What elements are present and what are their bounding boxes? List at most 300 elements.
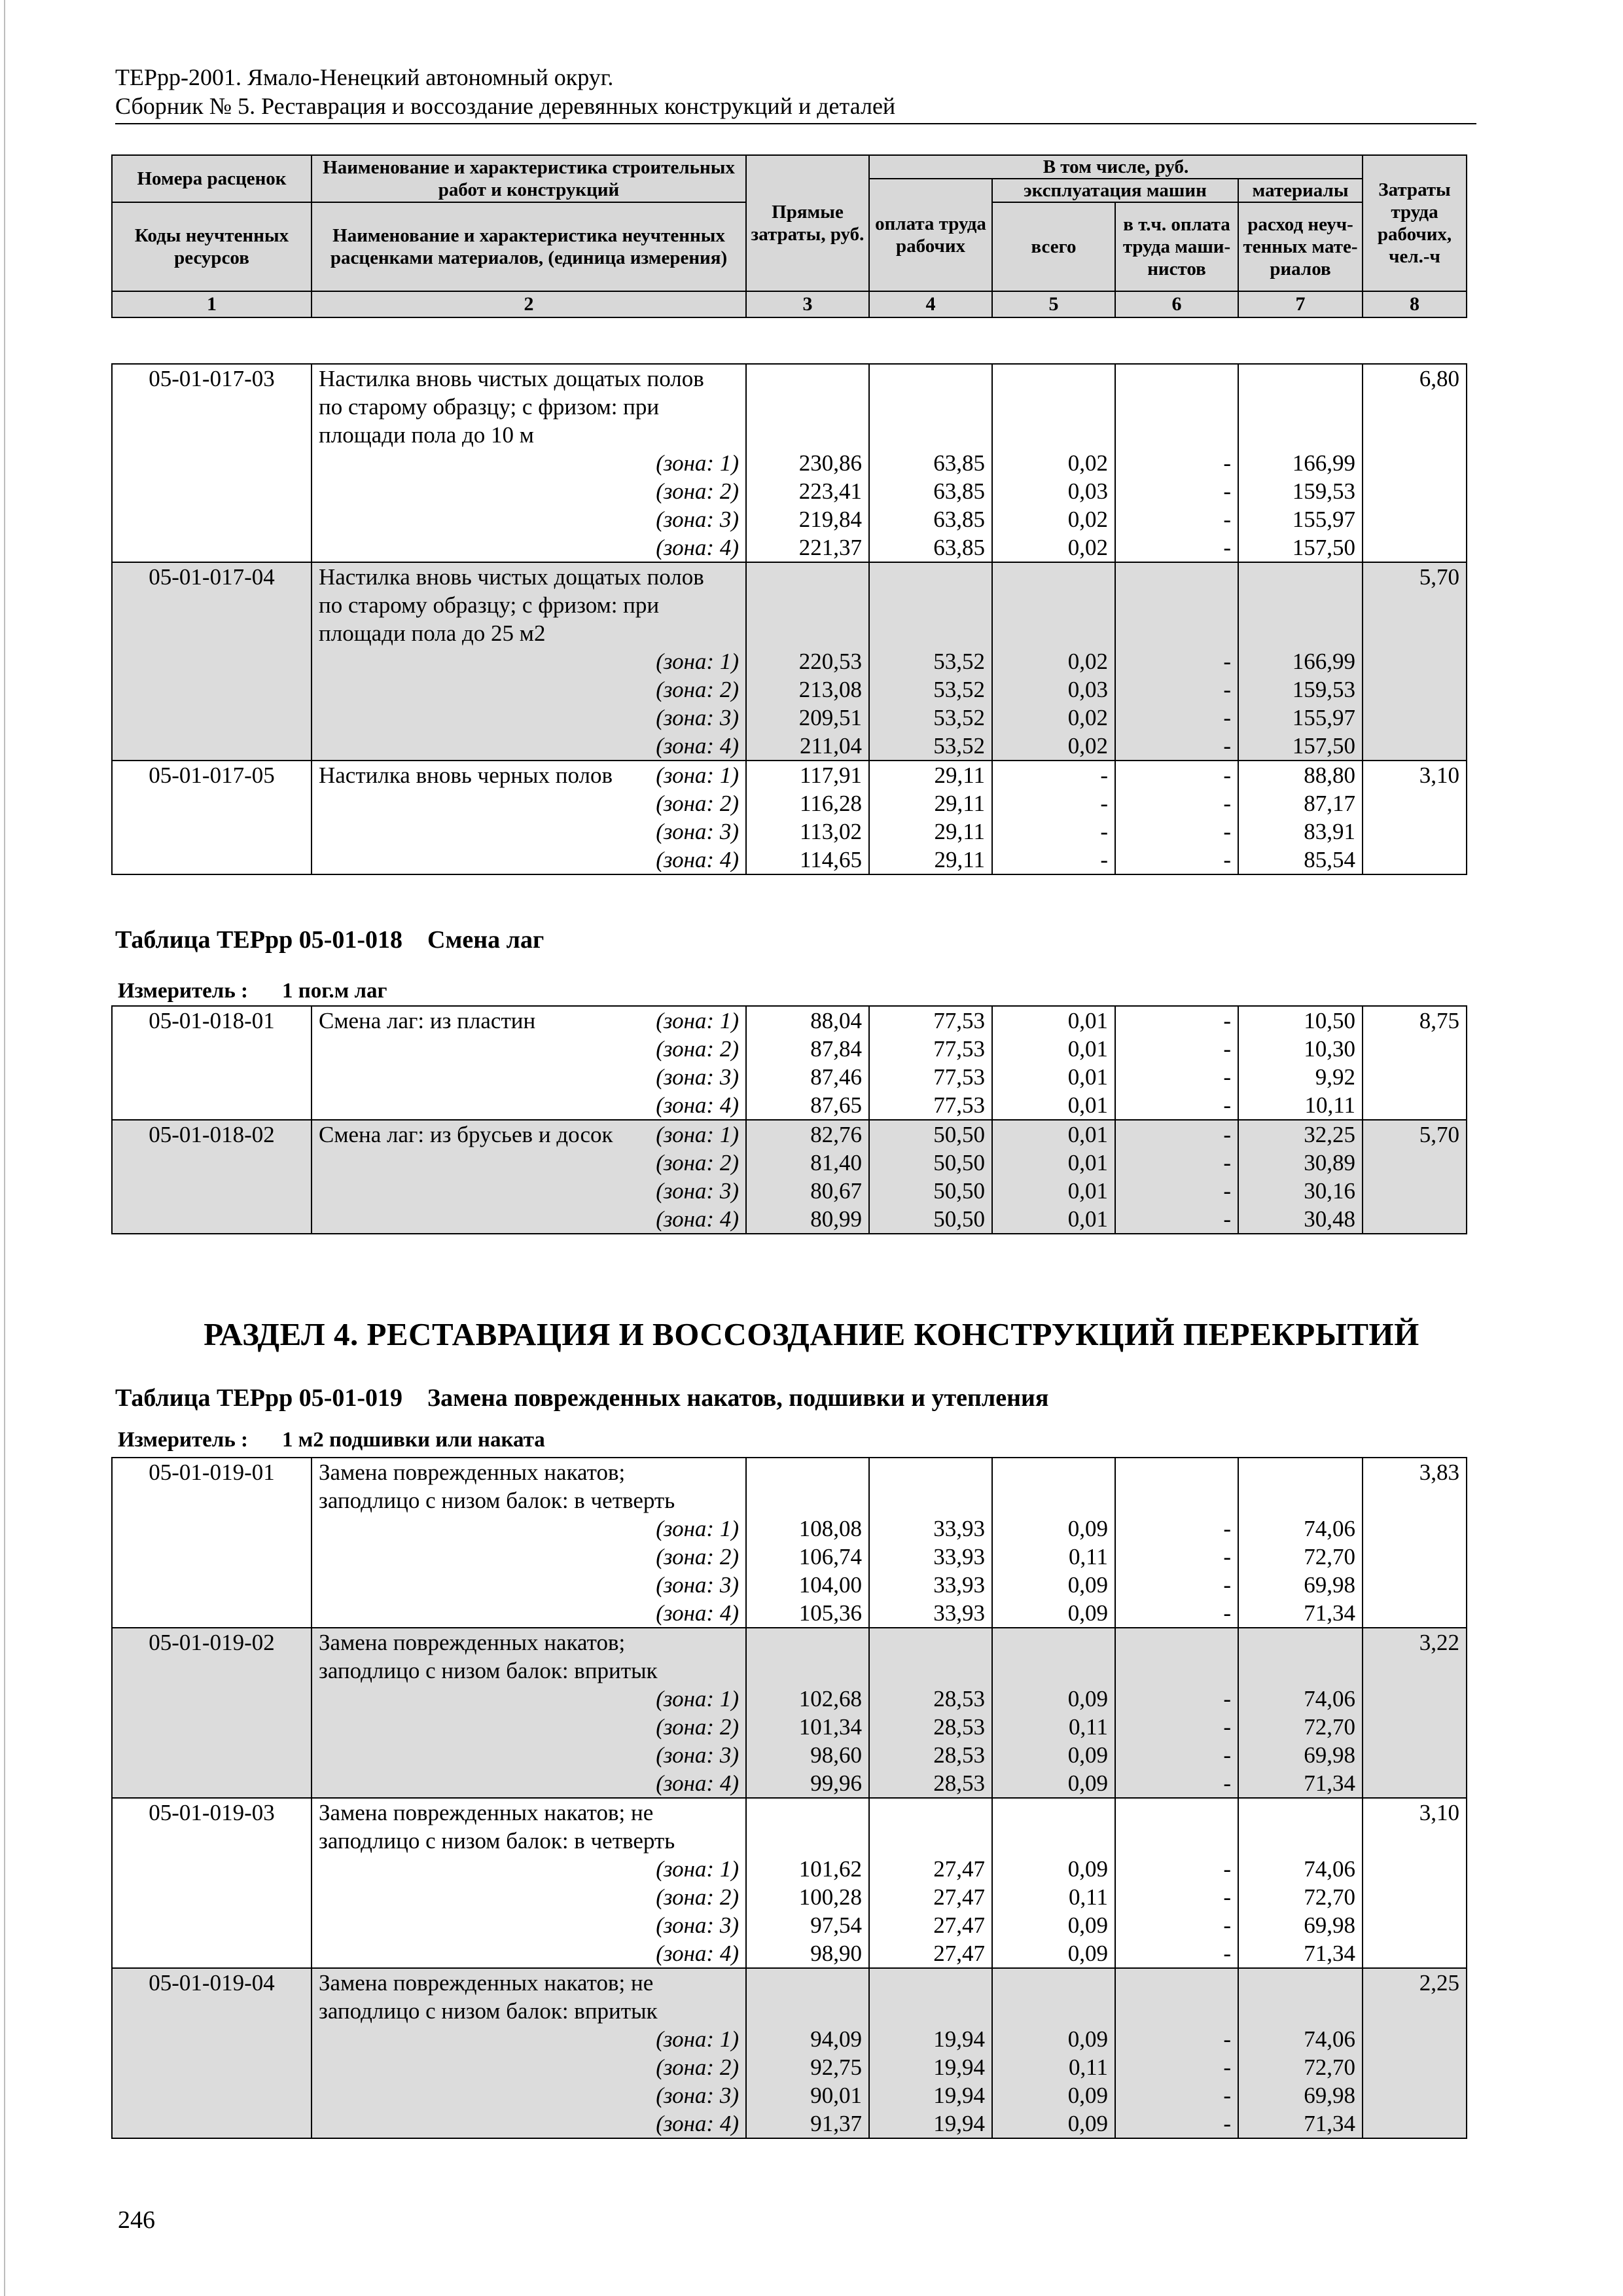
table-row: [112, 647, 1467, 675]
rate-code: [112, 1515, 312, 1543]
zone-label: (зона: 4): [312, 533, 746, 562]
table-row: [112, 1035, 1467, 1063]
labor-pay: 50,50: [869, 1120, 992, 1149]
rate-name: заподлицо с низом балок: в четверть: [312, 1486, 746, 1515]
machines-total: [992, 619, 1115, 647]
table-row: [112, 1177, 1467, 1205]
labor-pay: 27,47: [869, 1939, 992, 1968]
rate-name: Замена поврежденных накатов;: [312, 1458, 746, 1486]
labor-pay: 19,94: [869, 2053, 992, 2081]
machinist-pay: [1115, 619, 1238, 647]
zone-label: (зона: 2): [312, 2053, 746, 2081]
machinist-pay: [1115, 1798, 1238, 1827]
materials-cost: 10,11: [1238, 1091, 1363, 1120]
machines-total: 0,09: [992, 1911, 1115, 1939]
table-row: [112, 732, 1467, 761]
machines-total: 0,01: [992, 1120, 1115, 1149]
materials-cost: 166,99: [1238, 449, 1363, 477]
table-row: [112, 477, 1467, 505]
labor-pay: [869, 619, 992, 647]
labor-cost: [1363, 591, 1467, 619]
materials-cost: 74,06: [1238, 1855, 1363, 1883]
materials-cost: 85,54: [1238, 846, 1363, 874]
labor-pay: 50,50: [869, 1177, 992, 1205]
zone-label: (зона: 3): [312, 1741, 746, 1769]
labor-cost: 5,70: [1363, 1120, 1467, 1149]
table-row: [112, 1149, 1467, 1177]
table-row: [112, 619, 1467, 647]
machines-total: -: [992, 817, 1115, 846]
table-row: [112, 1968, 1467, 1997]
labor-pay: 19,94: [869, 2025, 992, 2053]
machinist-pay: -: [1115, 1205, 1238, 1234]
rate-code: [112, 2081, 312, 2109]
labor-cost: [1363, 477, 1467, 505]
machines-total: 0,09: [992, 1515, 1115, 1543]
labor-cost: [1363, 1599, 1467, 1628]
rate-code: [112, 1149, 312, 1177]
machinist-pay: -: [1115, 1939, 1238, 1968]
direct-cost: 94,09: [746, 2025, 869, 2053]
labor-pay: 77,53: [869, 1035, 992, 1063]
direct-cost: [746, 1827, 869, 1855]
table-row: [112, 1486, 1467, 1515]
direct-cost: 100,28: [746, 1883, 869, 1911]
col-machines-total: всего: [992, 202, 1115, 291]
labor-cost: 6,80: [1363, 364, 1467, 393]
labor-pay: 63,85: [869, 505, 992, 533]
machines-total: [992, 421, 1115, 449]
table-018-title: [115, 925, 544, 954]
table-row: [112, 1628, 1467, 1657]
labor-pay: [869, 1798, 992, 1827]
direct-cost: 98,90: [746, 1939, 869, 1968]
machinist-pay: -: [1115, 1713, 1238, 1741]
labor-cost: [1363, 1769, 1467, 1798]
machines-total: 0,01: [992, 1063, 1115, 1091]
rate-code: [112, 591, 312, 619]
machinist-pay: -: [1115, 1883, 1238, 1911]
machines-total: 0,11: [992, 1883, 1115, 1911]
machinist-pay: [1115, 1997, 1238, 2025]
labor-pay: 28,53: [869, 1741, 992, 1769]
machinist-pay: -: [1115, 1149, 1238, 1177]
labor-cost: [1363, 1827, 1467, 1855]
materials-cost: 159,53: [1238, 477, 1363, 505]
machinist-pay: -: [1115, 1063, 1238, 1091]
rate-code: [112, 1599, 312, 1628]
machinist-pay: -: [1115, 647, 1238, 675]
machines-total: 0,09: [992, 1571, 1115, 1599]
page-number: 246: [118, 2206, 155, 2234]
labor-pay: [869, 1486, 992, 1515]
meter-unit: 1 пог.м лаг: [282, 979, 387, 1003]
table-row: [112, 2053, 1467, 2081]
rate-name: Настилка вновь чистых дощатых полов: [312, 364, 746, 393]
machinist-pay: -: [1115, 817, 1238, 846]
materials-cost: 74,06: [1238, 1515, 1363, 1543]
table-row: [112, 846, 1467, 874]
direct-cost: 102,68: [746, 1685, 869, 1713]
labor-pay: 33,93: [869, 1543, 992, 1571]
materials-cost: 71,34: [1238, 1769, 1363, 1798]
materials-cost: [1238, 1798, 1363, 1827]
rate-name-text: Смена лаг: из брусьев и досок: [319, 1122, 613, 1147]
rate-code: 05-01-018-01: [112, 1006, 312, 1035]
direct-cost: 108,08: [746, 1515, 869, 1543]
direct-cost: 101,34: [746, 1713, 869, 1741]
machines-total: 0,09: [992, 1855, 1115, 1883]
machinist-pay: -: [1115, 1091, 1238, 1120]
machinist-pay: -: [1115, 1571, 1238, 1599]
materials-cost: 157,50: [1238, 533, 1363, 562]
labor-cost: [1363, 1855, 1467, 1883]
rates-table-018: [111, 1005, 1467, 1234]
direct-cost: [746, 393, 869, 421]
zone-label: (зона: 4): [312, 1769, 746, 1798]
machinist-pay: -: [1115, 732, 1238, 761]
table-row: [112, 562, 1467, 591]
labor-cost: [1363, 1543, 1467, 1571]
direct-cost: [746, 1997, 869, 2025]
labor-cost: [1363, 421, 1467, 449]
machinist-pay: [1115, 421, 1238, 449]
meter-unit: 1 м2 подшивки или наката: [282, 1428, 545, 1452]
zone-label: (зона: 2): [312, 477, 746, 505]
materials-cost: 69,98: [1238, 2081, 1363, 2109]
machinist-pay: -: [1115, 1035, 1238, 1063]
col-machinist-pay: в т.ч. оплата труда маши-нистов: [1115, 202, 1238, 291]
col-resource-codes: Коды неучтенных ресурсов: [112, 202, 312, 291]
rate-code: [112, 704, 312, 732]
labor-pay: 53,52: [869, 704, 992, 732]
labor-cost: [1363, 2025, 1467, 2053]
rate-code: [112, 1911, 312, 1939]
table-row: [112, 449, 1467, 477]
labor-cost: 5,70: [1363, 562, 1467, 591]
labor-pay: 50,50: [869, 1149, 992, 1177]
table-019-meter: [118, 1428, 545, 1452]
labor-pay: [869, 364, 992, 393]
rate-name: площади пола до 10 м: [312, 421, 746, 449]
labor-cost: [1363, 789, 1467, 817]
materials-cost: 72,70: [1238, 1713, 1363, 1741]
table-row: [112, 1458, 1467, 1486]
direct-cost: 80,67: [746, 1177, 869, 1205]
direct-cost: 219,84: [746, 505, 869, 533]
machinist-pay: [1115, 1486, 1238, 1515]
table-019-code: Таблица ТЕРрр 05-01-019: [115, 1384, 403, 1412]
zone-label: (зона: 2): [312, 1543, 746, 1571]
machines-total: -: [992, 846, 1115, 874]
table-row: [112, 2081, 1467, 2109]
machinist-pay: [1115, 562, 1238, 591]
direct-cost: 220,53: [746, 647, 869, 675]
labor-pay: [869, 421, 992, 449]
direct-cost: 97,54: [746, 1911, 869, 1939]
labor-cost: [1363, 704, 1467, 732]
header-rule: [115, 123, 1476, 124]
direct-cost: 117,91: [746, 761, 869, 789]
labor-cost: 3,83: [1363, 1458, 1467, 1486]
materials-cost: 10,30: [1238, 1035, 1363, 1063]
zone-label: (зона: 1): [656, 762, 739, 788]
machines-total: [992, 562, 1115, 591]
rate-name: заподлицо с низом балок: в четверть: [312, 1827, 746, 1855]
direct-cost: 113,02: [746, 817, 869, 846]
direct-cost: 87,84: [746, 1035, 869, 1063]
direct-cost: 211,04: [746, 732, 869, 761]
labor-pay: 63,85: [869, 477, 992, 505]
zone-label: (зона: 4): [312, 1599, 746, 1628]
zone-label: (зона: 1): [312, 647, 746, 675]
labor-cost: [1363, 1685, 1467, 1713]
col-number: 3: [746, 291, 869, 317]
direct-cost: 80,99: [746, 1205, 869, 1234]
labor-cost: [1363, 1035, 1467, 1063]
rate-code: 05-01-019-04: [112, 1968, 312, 1997]
labor-cost: [1363, 505, 1467, 533]
header-line-2: Сборник № 5. Реставрация и воссоздание деревянных конструкций и деталей: [115, 93, 896, 119]
labor-pay: [869, 393, 992, 421]
rate-code: [112, 732, 312, 761]
table-row: [112, 789, 1467, 817]
zone-label: (зона: 1): [656, 1008, 739, 1033]
materials-cost: 159,53: [1238, 675, 1363, 704]
table-row: [112, 1883, 1467, 1911]
machines-total: 0,02: [992, 505, 1115, 533]
labor-pay: 77,53: [869, 1091, 992, 1120]
machinist-pay: -: [1115, 2081, 1238, 2109]
rate-code: [112, 1091, 312, 1120]
direct-cost: 104,00: [746, 1571, 869, 1599]
table-row: [112, 393, 1467, 421]
zone-label: (зона: 4): [312, 2109, 746, 2138]
labor-cost: 3,10: [1363, 1798, 1467, 1827]
machinist-pay: -: [1115, 704, 1238, 732]
direct-cost: 221,37: [746, 533, 869, 562]
rate-name: заподлицо с низом балок: впритык: [312, 1657, 746, 1685]
col-unaccounted: расход неуч-тенных мате-риалов: [1238, 202, 1363, 291]
labor-pay: 53,52: [869, 675, 992, 704]
meter-label: Измеритель :: [118, 979, 249, 1003]
machinist-pay: -: [1115, 505, 1238, 533]
machinist-pay: -: [1115, 1543, 1238, 1571]
machines-total: 0,03: [992, 477, 1115, 505]
rate-name: [312, 1120, 746, 1149]
labor-cost: [1363, 1063, 1467, 1091]
zone-label: (зона: 4): [312, 846, 746, 874]
machines-total: 0,09: [992, 2081, 1115, 2109]
header-line-1: ТЕРрр-2001. Ямало-Ненецкий автономный округ.: [115, 64, 614, 90]
scan-edge: [4, 0, 5, 2296]
table-row: [112, 761, 1467, 789]
machinist-pay: [1115, 1827, 1238, 1855]
labor-cost: [1363, 647, 1467, 675]
materials-cost: 32,25: [1238, 1120, 1363, 1149]
rate-code: [112, 1855, 312, 1883]
rate-code: [112, 393, 312, 421]
zone-label: (зона: 3): [312, 505, 746, 533]
machinist-pay: [1115, 1657, 1238, 1685]
machines-total: 0,01: [992, 1006, 1115, 1035]
zone-label: (зона: 2): [312, 1035, 746, 1063]
direct-cost: 81,40: [746, 1149, 869, 1177]
machines-total: 0,09: [992, 1599, 1115, 1628]
direct-cost: [746, 591, 869, 619]
direct-cost: 114,65: [746, 846, 869, 874]
labor-pay: 53,52: [869, 647, 992, 675]
labor-pay: 63,85: [869, 449, 992, 477]
labor-cost: [1363, 1911, 1467, 1939]
machinist-pay: -: [1115, 1515, 1238, 1543]
machines-total: 0,09: [992, 1741, 1115, 1769]
machines-total: [992, 1968, 1115, 1997]
direct-cost: 92,75: [746, 2053, 869, 2081]
table-row: [112, 1063, 1467, 1091]
machines-total: 0,09: [992, 2025, 1115, 2053]
materials-cost: 87,17: [1238, 789, 1363, 817]
labor-pay: [869, 1997, 992, 2025]
machines-total: 0,09: [992, 1939, 1115, 1968]
zone-label: (зона: 2): [312, 1883, 746, 1911]
machines-total: [992, 1657, 1115, 1685]
zone-label: (зона: 4): [312, 1205, 746, 1234]
materials-cost: 30,89: [1238, 1149, 1363, 1177]
table-row: [112, 704, 1467, 732]
direct-cost: 91,37: [746, 2109, 869, 2138]
col-number: 8: [1363, 291, 1467, 317]
table-row: [112, 1006, 1467, 1035]
materials-cost: 9,92: [1238, 1063, 1363, 1091]
rate-code: [112, 2053, 312, 2081]
rate-code: [112, 817, 312, 846]
labor-cost: [1363, 1657, 1467, 1685]
zone-label: (зона: 3): [312, 1571, 746, 1599]
machinist-pay: -: [1115, 2109, 1238, 2138]
materials-cost: 72,70: [1238, 1543, 1363, 1571]
direct-cost: [746, 1968, 869, 1997]
machinist-pay: [1115, 364, 1238, 393]
table-row: [112, 1798, 1467, 1827]
labor-cost: [1363, 1091, 1467, 1120]
rate-code: [112, 1827, 312, 1855]
rate-name: площади пола до 25 м2: [312, 619, 746, 647]
zone-label: (зона: 3): [312, 1177, 746, 1205]
table-row: [112, 364, 1467, 393]
materials-cost: 83,91: [1238, 817, 1363, 846]
table-row: [112, 533, 1467, 562]
rate-code: [112, 1741, 312, 1769]
materials-cost: [1238, 1657, 1363, 1685]
labor-cost: [1363, 1486, 1467, 1515]
table-row: [112, 1685, 1467, 1713]
col-number: 4: [869, 291, 992, 317]
machines-total: [992, 1827, 1115, 1855]
direct-cost: [746, 1798, 869, 1827]
col-rate-numbers: Номера расценок: [112, 155, 312, 202]
col-materials: материалы: [1238, 179, 1363, 202]
direct-cost: [746, 1458, 869, 1486]
rate-code: 05-01-017-04: [112, 562, 312, 591]
direct-cost: 87,65: [746, 1091, 869, 1120]
zone-label: (зона: 4): [312, 1091, 746, 1120]
zone-label: (зона: 3): [312, 1911, 746, 1939]
machines-total: 0,01: [992, 1149, 1115, 1177]
machines-total: 0,02: [992, 647, 1115, 675]
column-header: [111, 154, 1467, 318]
labor-pay: [869, 1968, 992, 1997]
table-018-meter: [118, 979, 387, 1003]
zone-label: (зона: 1): [656, 1122, 739, 1147]
machinist-pay: [1115, 393, 1238, 421]
rate-code: [112, 1685, 312, 1713]
materials-cost: 71,34: [1238, 1939, 1363, 1968]
labor-pay: 27,47: [869, 1855, 992, 1883]
direct-cost: 87,46: [746, 1063, 869, 1091]
rate-code: [112, 1939, 312, 1968]
rate-code: [112, 789, 312, 817]
direct-cost: 99,96: [746, 1769, 869, 1798]
rates-table-017: [111, 363, 1467, 875]
direct-cost: 230,86: [746, 449, 869, 477]
rate-name: Замена поврежденных накатов; не: [312, 1798, 746, 1827]
col-number: 7: [1238, 291, 1363, 317]
zone-label: (зона: 2): [312, 675, 746, 704]
rate-code: [112, 647, 312, 675]
table-row: [112, 1769, 1467, 1798]
meter-label: Измеритель :: [118, 1428, 249, 1452]
col-work-name: Наименование и характеристика строительных работ и конструкций: [312, 155, 746, 202]
table-019-title: [115, 1384, 1048, 1412]
direct-cost: 116,28: [746, 789, 869, 817]
col-labor-cost: Затраты труда рабочих, чел.-ч: [1363, 155, 1467, 291]
col-labor-pay: оплата труда рабочих: [869, 179, 992, 291]
col-material-name: Наименование и характеристика неучтенных расценками материалов, (единица измерения): [312, 202, 746, 291]
materials-cost: 74,06: [1238, 2025, 1363, 2053]
labor-cost: [1363, 1149, 1467, 1177]
machinist-pay: -: [1115, 1855, 1238, 1883]
machines-total: 0,01: [992, 1177, 1115, 1205]
table-row: [112, 2109, 1467, 2138]
labor-cost: [1363, 1177, 1467, 1205]
rate-name: Замена поврежденных накатов; не: [312, 1968, 746, 1997]
table-row: [112, 1827, 1467, 1855]
materials-cost: [1238, 1486, 1363, 1515]
machines-total: 0,02: [992, 732, 1115, 761]
materials-cost: [1238, 421, 1363, 449]
materials-cost: [1238, 619, 1363, 647]
zone-label: (зона: 1): [312, 1685, 746, 1713]
rate-code: [112, 1543, 312, 1571]
labor-cost: [1363, 2109, 1467, 2138]
rate-code: [112, 1035, 312, 1063]
materials-cost: 155,97: [1238, 704, 1363, 732]
labor-cost: [1363, 1571, 1467, 1599]
rate-code: [112, 477, 312, 505]
rate-code: [112, 1713, 312, 1741]
labor-cost: [1363, 619, 1467, 647]
rate-name: [312, 761, 746, 789]
rate-code: [112, 505, 312, 533]
table-018-name: Смена лаг: [427, 926, 544, 954]
labor-pay: [869, 1628, 992, 1657]
table-row: [112, 1205, 1467, 1234]
labor-pay: [869, 1827, 992, 1855]
running-header: [115, 63, 1476, 120]
rate-code: 05-01-019-01: [112, 1458, 312, 1486]
direct-cost: 101,62: [746, 1855, 869, 1883]
